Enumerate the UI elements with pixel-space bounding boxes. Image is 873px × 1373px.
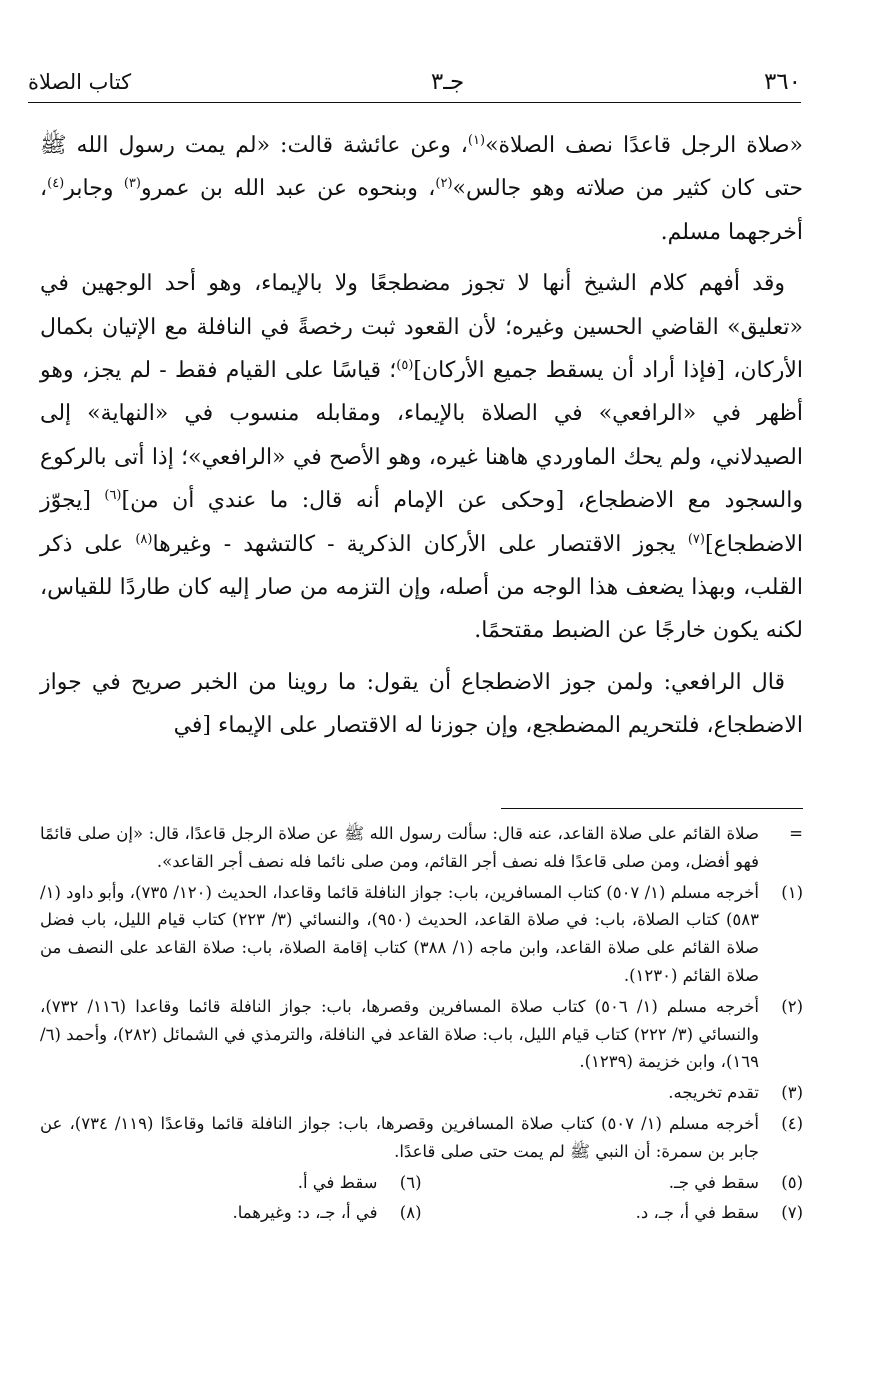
footnote-marker-2: (٢)	[435, 176, 453, 192]
footnote-marker-6: (٦)	[104, 488, 122, 504]
p2-text-d: يجوز الاقتصار على الأركان الذكرية - كالتشهد - وغيرها	[152, 531, 688, 557]
p2-text-c: [يجوّز الاضطجاع]	[40, 488, 803, 557]
footnote-7	[422, 1199, 804, 1227]
p2-text-e: على ذكر القلب، وبهذا يضعف هذا الوجه من أصله، وإن التزمه من صار إليه كان طاردًا للقياس، لكنه يكون خارجًا عن الضبط مقتحمًا.	[40, 531, 803, 644]
footnote-3-text: تقدم تخريجه.	[668, 1083, 759, 1103]
footnote-8-number: (٨)	[399, 1203, 422, 1223]
footnote-marker-7: (٧)	[687, 531, 705, 547]
footnote-6-number: (٦)	[399, 1172, 422, 1192]
p2-text-a: وقد أفهم كلام الشيخ أنها لا تجوز مضطجعًا ولا بالإيماء، وهو أحد الوجهين في «تعليق» القاضي الحسين وغيره؛ لأن القعود ثبت رخصةً في النافلة مع الإتيان بكمال الأركان، [فإذا أراد أن يسقط جميع الأركان]	[40, 271, 803, 384]
footnote-marker-8: (٨)	[135, 531, 153, 547]
paragraph-2	[40, 262, 803, 653]
footnote-8	[40, 1199, 422, 1227]
footnote-5	[422, 1169, 804, 1197]
footnote-2-text: أخرجه مسلم (١/ ٥٠٦) كتاب صلاة المسافرين وقصرها، باب: جواز النافلة قائما وقاعدا (١١٦/ ٧٣٢)، والنسائي (٣/ ٢٢٢) كتاب قيام الليل، باب: صلاة القاعد في النافلة، والترمذي في الشمائل (٢٨٢)، وأحمد (٦/ ١٦٩)، وابن خزيمة (١٢٣٩).	[40, 996, 759, 1072]
p1-text-a: «صلاة الرجل قاعدًا نصف الصلاة»	[485, 133, 803, 158]
footnote-6	[40, 1169, 422, 1197]
footnote-marker-5: (٥)	[396, 358, 414, 374]
footnote-continued	[40, 820, 803, 876]
footnote-separator	[501, 808, 803, 809]
footnote-4-text: أخرجه مسلم (١/ ٥٠٧) كتاب صلاة المسافرين وقصرها، باب: جواز النافلة قائما وقاعدًا (١١٩/ ٧٣٤)، عن جابر بن سمرة: أن النبي ﷺ لم يمت حتى صلى قاعدًا.	[40, 1113, 759, 1161]
footnote-2-number: (٢)	[781, 996, 803, 1016]
main-text	[40, 124, 803, 756]
p1-text-b: ، وعن عائشة قالت: «لم يمت رسول الله ﷺ حتى كان كثير من صلاته وهو جالس»	[40, 133, 803, 202]
footnote-3	[40, 1079, 803, 1107]
footnote-8-text: في أ، جـ، د: وغيرهما.	[232, 1203, 378, 1223]
footnote-4-number: (٤)	[781, 1113, 803, 1133]
running-title: كتاب الصلاة	[28, 70, 132, 94]
p2-text-b: ؛ قياسًا على القيام فقط - لم يجز، وهو أظهر في «الرافعي» في الصلاة بالإيماء، ومقابله منسوب في «النهاية» إلى الصيدلاني، ولم يحك الماوردي هاهنا غيره، وهو الأصح في «الرافعي»؛ إذا أتى بالركوع والسجود مع الاضطجاع، [وحكى عن الإمام أنه قال: ما عندي أن من]	[40, 358, 803, 514]
volume-number: جـ٣	[430, 69, 465, 95]
footnote-row-7-8	[40, 1199, 803, 1227]
footnotes	[40, 820, 803, 1230]
footnote-2	[40, 993, 803, 1076]
footnote-marker-4: (٤)	[47, 176, 65, 192]
footnote-continued-mark: =	[789, 824, 803, 843]
footnote-7-number: (٧)	[781, 1203, 803, 1223]
paragraph-1	[40, 124, 803, 254]
footnote-1-number: (١)	[781, 882, 803, 902]
p1-text-d: وجابر	[64, 176, 124, 202]
page-number: ٣٦٠	[763, 69, 801, 95]
footnote-marker-3: (٣)	[123, 176, 141, 192]
footnote-4	[40, 1110, 803, 1166]
footnote-row-5-6	[40, 1169, 803, 1197]
footnote-5-number: (٥)	[781, 1172, 803, 1192]
paragraph-3: قال الرافعي: ولمن جوز الاضطجاع أن يقول: ما روينا من الخبر صريح في جواز الاضطجاع، فلتحريم المضطجع، وإن جوزنا له الاقتصار على الإيماء [في	[40, 669, 803, 739]
p1-text-c: ، وبنحوه عن عبد الله بن عمرو	[140, 176, 436, 202]
footnote-7-text: سقط في أ، جـ، د.	[635, 1203, 759, 1223]
footnote-3-number: (٣)	[781, 1083, 803, 1103]
page-header	[28, 62, 801, 103]
footnote-5-text: سقط في جـ.	[668, 1172, 759, 1192]
p1-text-e: ، أخرجهما مسلم.	[40, 176, 803, 245]
footnote-1-text: أخرجه مسلم (١/ ٥٠٧) كتاب المسافرين، باب: جواز النافلة قائما وقاعدا، الحديث (١٢٠/ ٧٣٥)، وأبو داود (١/ ٥٨٣) كتاب الصلاة، باب: في صلاة القاعد، الحديث (٩٥٠)، والنسائي (٣/ ٢٢٣) كتاب قيام الليل، باب فضل صلاة القائم على صلاة القاعد، وابن ماجه (١/ ٣٨٨) كتاب إقامة الصلاة، باب: صلاة القاعد على النصف من صلاة القائم (١٢٣٠).	[40, 882, 760, 985]
footnote-1	[40, 879, 803, 990]
footnote-marker-1: (١)	[467, 133, 486, 148]
footnote-6-text: سقط في أ.	[297, 1172, 378, 1192]
footnote-continued-text: صلاة القائم على صلاة القاعد، عنه قال: سألت رسول الله ﷺ عن صلاة الرجل قاعدًا، قال: «إن صلى قائمًا فهو أفضل، ومن صلى قاعدًا فله نصف أجر القائم، ومن صلى نائما فله نصف أجر القاعد».	[40, 824, 759, 871]
